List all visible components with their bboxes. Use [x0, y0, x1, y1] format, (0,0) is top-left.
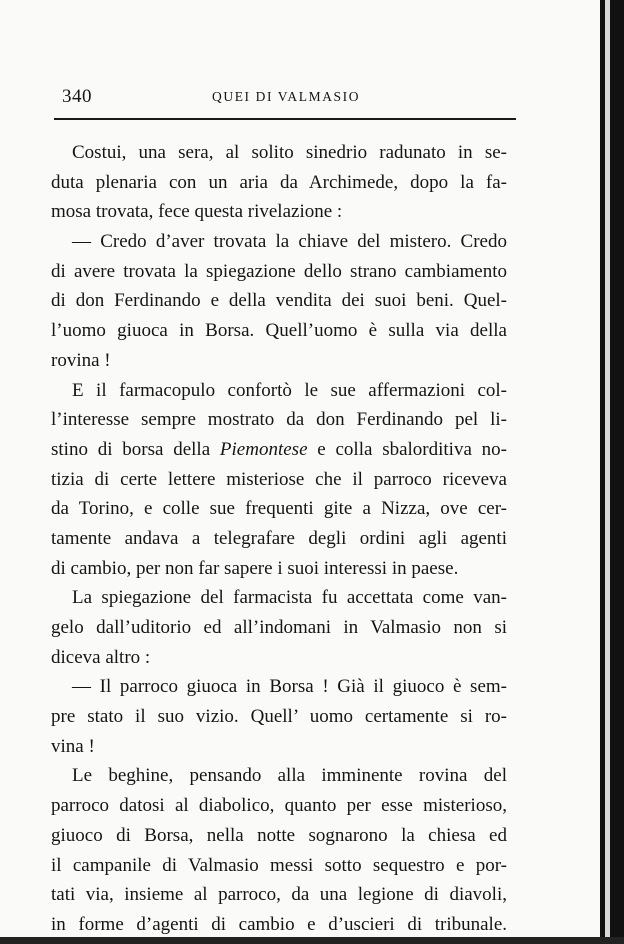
text-line: pre stato il suo vizio. Quell’ uomo certamente si ro- [51, 706, 507, 728]
text-line: tamente andava a telegrafare degli ordini agli agenti [51, 527, 507, 549]
text-segment: stino di borsa della [51, 438, 220, 460]
text-line: l’interesse sempre mostrato da don Ferdinando pel li- [51, 409, 507, 431]
text-line: rovina ! [51, 349, 111, 371]
text-line: Le beghine, pensando alla imminente rovina del [72, 765, 507, 787]
italic-newspaper-title: Piemontese [219, 438, 308, 460]
text-segment: e colla sbalorditiva no- [307, 438, 507, 460]
text-line: parroco datosi al diabolico, quanto per esse misterioso, [51, 795, 507, 817]
text-line [51, 435, 507, 465]
text-line: tizia di certe lettere misteriose che il parroco riceveva [51, 468, 507, 490]
text-line: — Il parroco giuoca in Borsa ! Già il giuoco è sem- [72, 676, 507, 698]
text-line: di cambio, per non far sapere i suoi interessi in paese. [51, 557, 459, 579]
body-text [51, 138, 507, 940]
text-line: vina ! [51, 735, 95, 757]
text-line: tati via, insieme al parroco, da una legione di diavoli, [51, 884, 507, 906]
header-rule [54, 118, 516, 120]
text-line: mosa trovata, fece questa rivelazione : [51, 201, 343, 223]
scan-edge-gap [605, 0, 610, 944]
text-line: di don Ferdinando e della vendita dei suoi beni. Quel- [51, 290, 507, 312]
scan-edge-bottom [0, 937, 624, 944]
text-line: Costui, una sera, al solito sinedrio radunato in se- [72, 142, 507, 163]
scan-edge-right [600, 0, 624, 944]
text-line: diceva altro : [51, 646, 151, 668]
text-line: duta plenaria con un aria da Archimede, dopo la fa- [51, 171, 507, 193]
running-title: QUEI DI VALMASIO [212, 89, 361, 104]
text-line: — Credo d’aver trovata la chiave del mistero. Credo [72, 231, 507, 253]
text-line: da Torino, e colle sue frequenti gite a Nizza, ove cer- [51, 498, 507, 520]
text-line: il campanile di Valmasio messi sotto sequestro e por- [51, 854, 507, 876]
text-line: di avere trovata la spiegazione dello strano cambiamento [51, 260, 507, 282]
text-line: E il farmacopulo confortò le sue affermazioni col- [72, 379, 507, 401]
text-line: La spiegazione del farmacista fu accettata come van- [72, 587, 507, 609]
text-line: l’uomo giuoca in Borsa. Quell’uomo è sulla via della [51, 320, 507, 342]
text-line: in forme d’agenti di cambio e d’uscieri di tribunale. [51, 913, 507, 935]
text-line: giuoco di Borsa, nella notte sognarono la chiesa ed [51, 824, 507, 846]
page-number: 340 [62, 86, 92, 107]
text-line: gelo dall’uditorio ed all’indomani in Valmasio non si [51, 617, 507, 638]
page-header [62, 86, 510, 112]
